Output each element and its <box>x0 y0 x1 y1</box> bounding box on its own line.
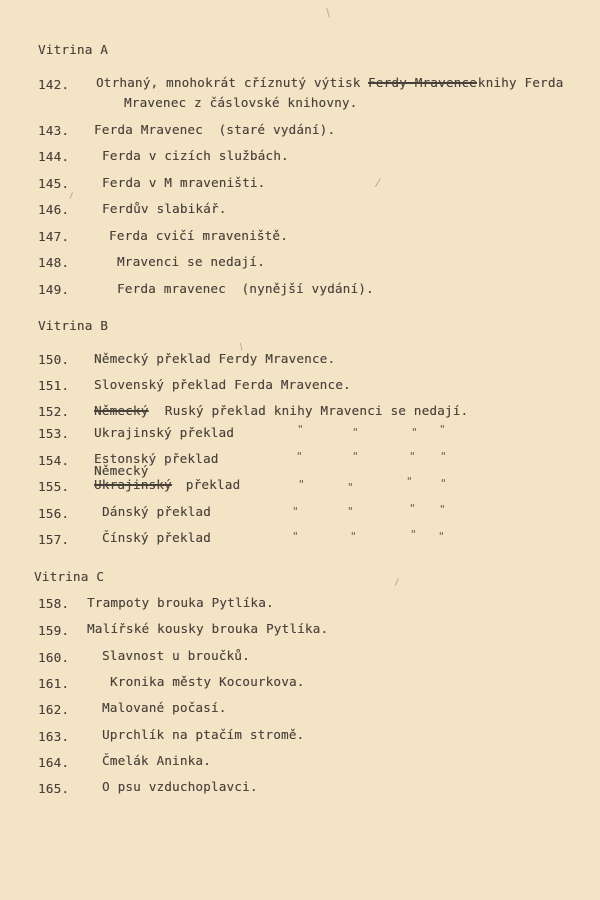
pencil-mark <box>375 178 381 187</box>
handwritten-insertion: Německý <box>94 463 149 478</box>
ditto-mark: " <box>352 450 359 463</box>
item-text: Ferda v M mraveništi. <box>102 175 266 190</box>
item-text-line: Mravenec z čáslovské knihovny. <box>124 95 358 110</box>
item-number: 147. <box>38 229 70 244</box>
ditto-mark: " <box>409 502 416 515</box>
item-number: 161. <box>38 676 70 691</box>
ditto-mark: " <box>347 505 354 518</box>
item-text-line: Otrhaný, mnohokrát cříznutý výtisk <box>96 75 361 90</box>
item-text: Ferda Mravenec (staré vydání). <box>94 122 336 137</box>
ditto-mark: " <box>292 505 299 518</box>
item-text: Trampoty brouka Pytlíka. <box>87 595 274 610</box>
item-number: 162. <box>38 702 70 717</box>
item-text: Malované počasí. <box>102 700 227 715</box>
item-number: 164. <box>38 755 70 770</box>
item-number: 163. <box>38 729 70 744</box>
item-text: Čínský překlad <box>102 530 211 545</box>
pencil-mark <box>70 192 73 199</box>
ditto-mark: " <box>440 477 447 490</box>
ditto-mark: " <box>350 530 357 543</box>
item-text: Dánský překlad <box>102 504 211 519</box>
item-text: Kronika městy Kocourkova. <box>110 674 305 689</box>
item-text: Slovenský překlad Ferda Mravence. <box>94 377 351 392</box>
item-number: 145. <box>38 176 70 191</box>
ditto-mark: " <box>410 528 417 541</box>
ditto-mark: " <box>411 426 418 439</box>
item-number: 154. <box>38 453 70 468</box>
section-title-vitrina-b: Vitrina B <box>38 318 109 333</box>
pencil-mark <box>240 343 242 351</box>
ditto-mark: " <box>292 530 299 543</box>
item-text: Ferdův slabikář. <box>102 201 227 216</box>
ditto-mark: " <box>296 450 303 463</box>
item-text: Čmelák Aninka. <box>102 753 211 768</box>
ditto-mark: " <box>439 423 446 436</box>
item-text: Ferda mravenec (nynější vydání). <box>117 281 374 296</box>
item-number: 146. <box>38 202 70 217</box>
ditto-mark: " <box>347 481 354 494</box>
ditto-mark: " <box>440 450 447 463</box>
item-number: 156. <box>38 506 70 521</box>
ditto-mark: " <box>298 478 305 491</box>
item-text: Ukrajinský překlad <box>94 425 235 440</box>
item-number: 144. <box>38 149 70 164</box>
item-text: Malířské kousky brouka Pytlíka. <box>87 621 329 636</box>
item-text: Uprchlík na ptačím stromě. <box>102 727 305 742</box>
item-number: 143. <box>38 123 70 138</box>
section-title-vitrina-a: Vitrina A <box>38 42 109 57</box>
item-text: O psu vzduchoplavci. <box>102 779 258 794</box>
struck-text: Ferdy Mravence <box>368 75 477 90</box>
item-number: 157. <box>38 532 70 547</box>
item-number: 150. <box>38 352 70 367</box>
pencil-mark <box>326 8 330 18</box>
struck-text: Německý <box>94 403 149 418</box>
ditto-mark: " <box>409 450 416 463</box>
item-text: Ferda cvičí mraveniště. <box>109 228 288 243</box>
item-text: Ferda v cizích službách. <box>102 148 289 163</box>
struck-text: Ukrajinský <box>94 477 172 492</box>
item-text: Ruský překlad knihy Mravenci se nedají. <box>157 403 469 418</box>
ditto-mark: " <box>352 426 359 439</box>
item-number: 148. <box>38 255 70 270</box>
item-text: Slavnost u broučků. <box>102 648 250 663</box>
ditto-mark: " <box>438 530 445 543</box>
ditto-mark: " <box>406 475 413 488</box>
item-number: 158. <box>38 596 70 611</box>
item-text: překlad <box>178 477 241 492</box>
item-number: 159. <box>38 623 70 638</box>
item-number: 152. <box>38 404 70 419</box>
pencil-mark <box>395 578 399 586</box>
item-text: Německý překlad Ferdy Mravence. <box>94 351 336 366</box>
item-number: 142. <box>38 77 70 92</box>
item-number: 153. <box>38 426 70 441</box>
item-number: 151. <box>38 378 70 393</box>
item-number: 149. <box>38 282 70 297</box>
item-number: 155. <box>38 479 70 494</box>
item-text: Estonský překlad <box>94 451 219 466</box>
item-number: 160. <box>38 650 70 665</box>
section-title-vitrina-c: Vitrina C <box>34 569 105 584</box>
ditto-mark: " <box>439 503 446 516</box>
ditto-mark: " <box>297 423 304 436</box>
item-number: 165. <box>38 781 70 796</box>
item-text: Mravenci se nedají. <box>117 254 265 269</box>
item-text-continuation: knihy Ferda <box>470 75 564 90</box>
